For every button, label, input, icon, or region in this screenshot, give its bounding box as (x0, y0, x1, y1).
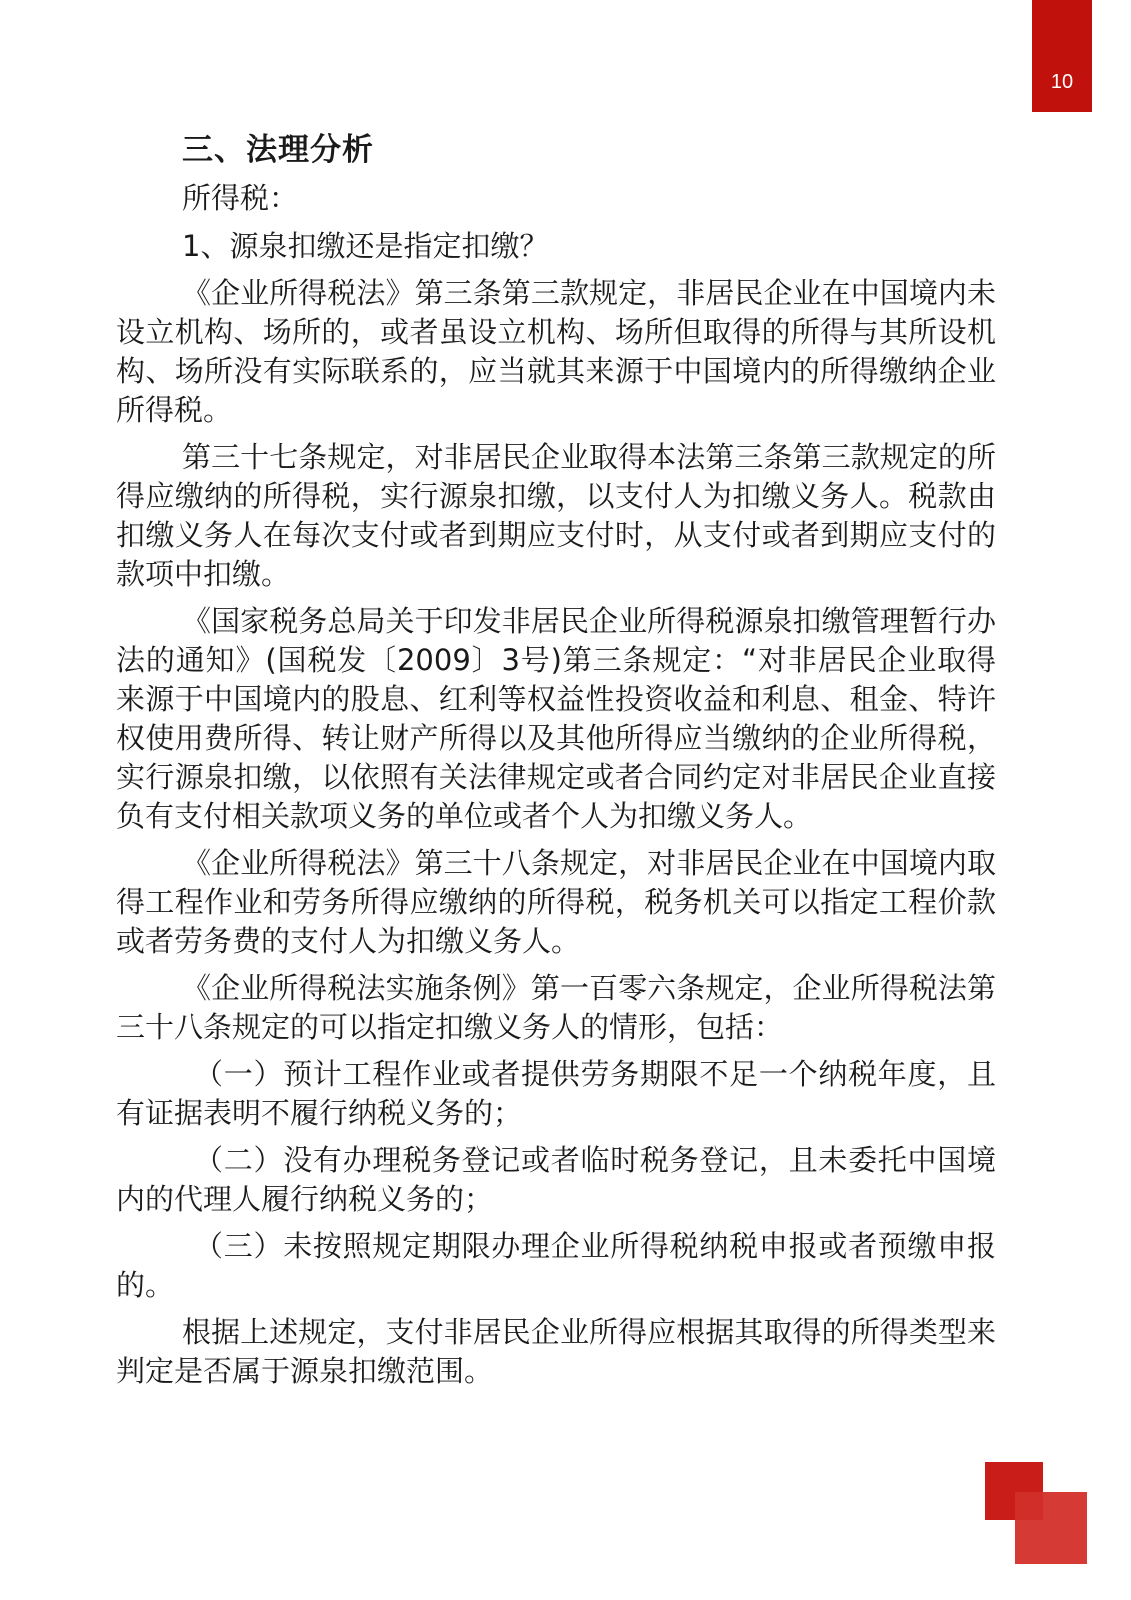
list-item-1: （一）预计工程作业或者提供劳务期限不足一个纳税年度，且有证据表明不履行纳税义务的； (116, 1057, 996, 1130)
document-body (116, 130, 996, 1399)
paragraph-conclusion: 根据上述规定，支付非居民企业所得应根据其取得的所得类型来判定是否属于源泉扣缴范围。 (116, 1315, 996, 1388)
page-number: 10 (1050, 71, 1074, 93)
list-item-2: （二）没有办理税务登记或者临时税务登记，且未委托中国境内的代理人履行纳税义务的； (116, 1143, 996, 1216)
paragraph-1: 《企业所得税法》第三条第三款规定，非居民企业在中国境内未设立机构、场所的，或者虽设立机构、场所但取得的所得与其所设机构、场所没有实际联系的，应当就其来源于中国境内的所得缴纳企业所得税。 (116, 276, 996, 427)
list-item-3: （三）未按照规定期限办理企业所得税纳税申报或者预缴申报的。 (116, 1229, 996, 1302)
paragraph-5: 《企业所得税法实施条例》第一百零六条规定，企业所得税法第三十八条规定的可以指定扣缴义务人的情形，包括： (116, 971, 996, 1044)
subheading: 所得税： (182, 181, 299, 215)
question-line: 1、源泉扣缴还是指定扣缴？ (182, 229, 549, 263)
decorative-square-2 (1015, 1492, 1087, 1564)
paragraph-3: 《国家税务总局关于印发非居民企业所得税源泉扣缴管理暂行办法的通知》(国税发〔2009〕3号)第三条规定：“对非居民企业取得来源于中国境内的股息、红利等权益性投资收益和利息、租金、特许权使用费所得、转让财产所得以及其他所得应当缴纳的企业所得税，实行源泉扣缴，以依照有关法律规定或者合同约定对非居民企业直接负有支付相关款项义务的单位或者个人为扣缴义务人。 (116, 604, 996, 833)
paragraph-4: 《企业所得税法》第三十八条规定，对非居民企业在中国境内取得工程作业和劳务所得应缴纳的所得税，税务机关可以指定工程价款或者劳务费的支付人为扣缴义务人。 (116, 846, 996, 958)
paragraph-2: 第三十七条规定，对非居民企业取得本法第三条第三款规定的所得应缴纳的所得税，实行源泉扣缴，以支付人为扣缴义务人。税款由扣缴义务人在每次支付或者到期应支付时，从支付或者到期应支付的款项中扣缴。 (116, 440, 996, 591)
section-heading: 三、法理分析 (182, 132, 374, 168)
page-number-tab (1032, 0, 1092, 112)
